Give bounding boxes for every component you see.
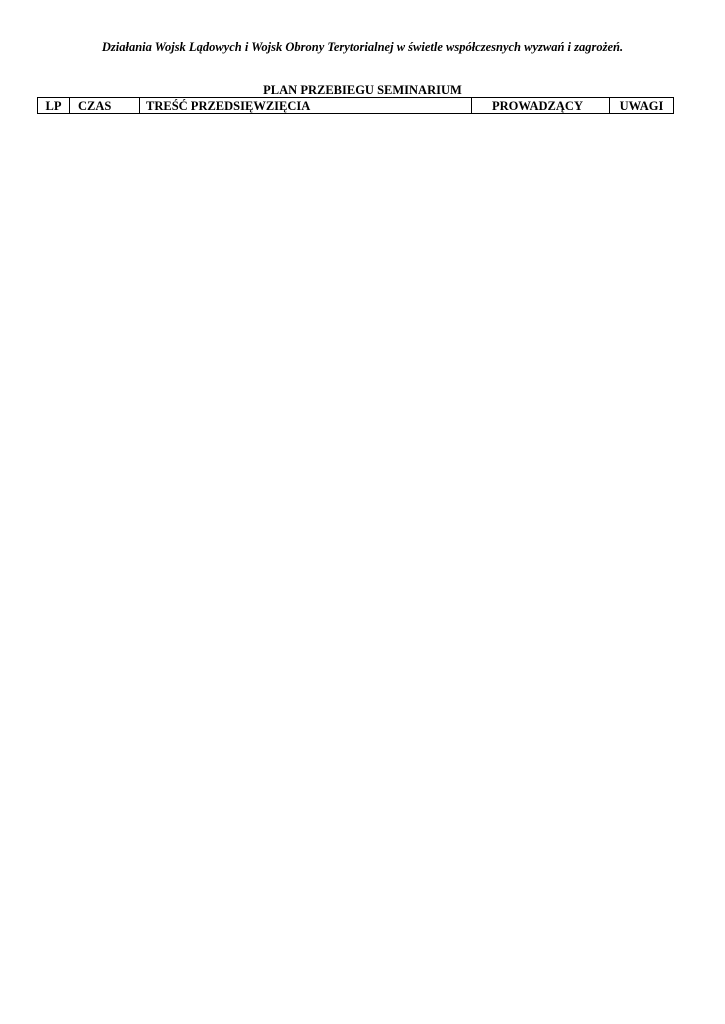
- header-lp: LP: [38, 98, 70, 114]
- document-title: Działania Wojsk Lądowych i Wojsk Obrony Terytorialnej w świetle współczesnych wyzwań i zagrożeń.: [101, 40, 624, 54]
- schedule-table: [37, 97, 674, 114]
- plan-title: PLAN PRZEBIEGU SEMINARIUM: [263, 83, 462, 97]
- header-prowadzacy: PROWADZĄCY: [472, 98, 610, 114]
- header-row: [38, 98, 674, 114]
- header-czas: CZAS: [70, 98, 140, 114]
- header-tresc: TREŚĆ PRZEDSIĘWZIĘCIA: [140, 98, 472, 114]
- header-uwagi: UWAGI: [610, 98, 674, 114]
